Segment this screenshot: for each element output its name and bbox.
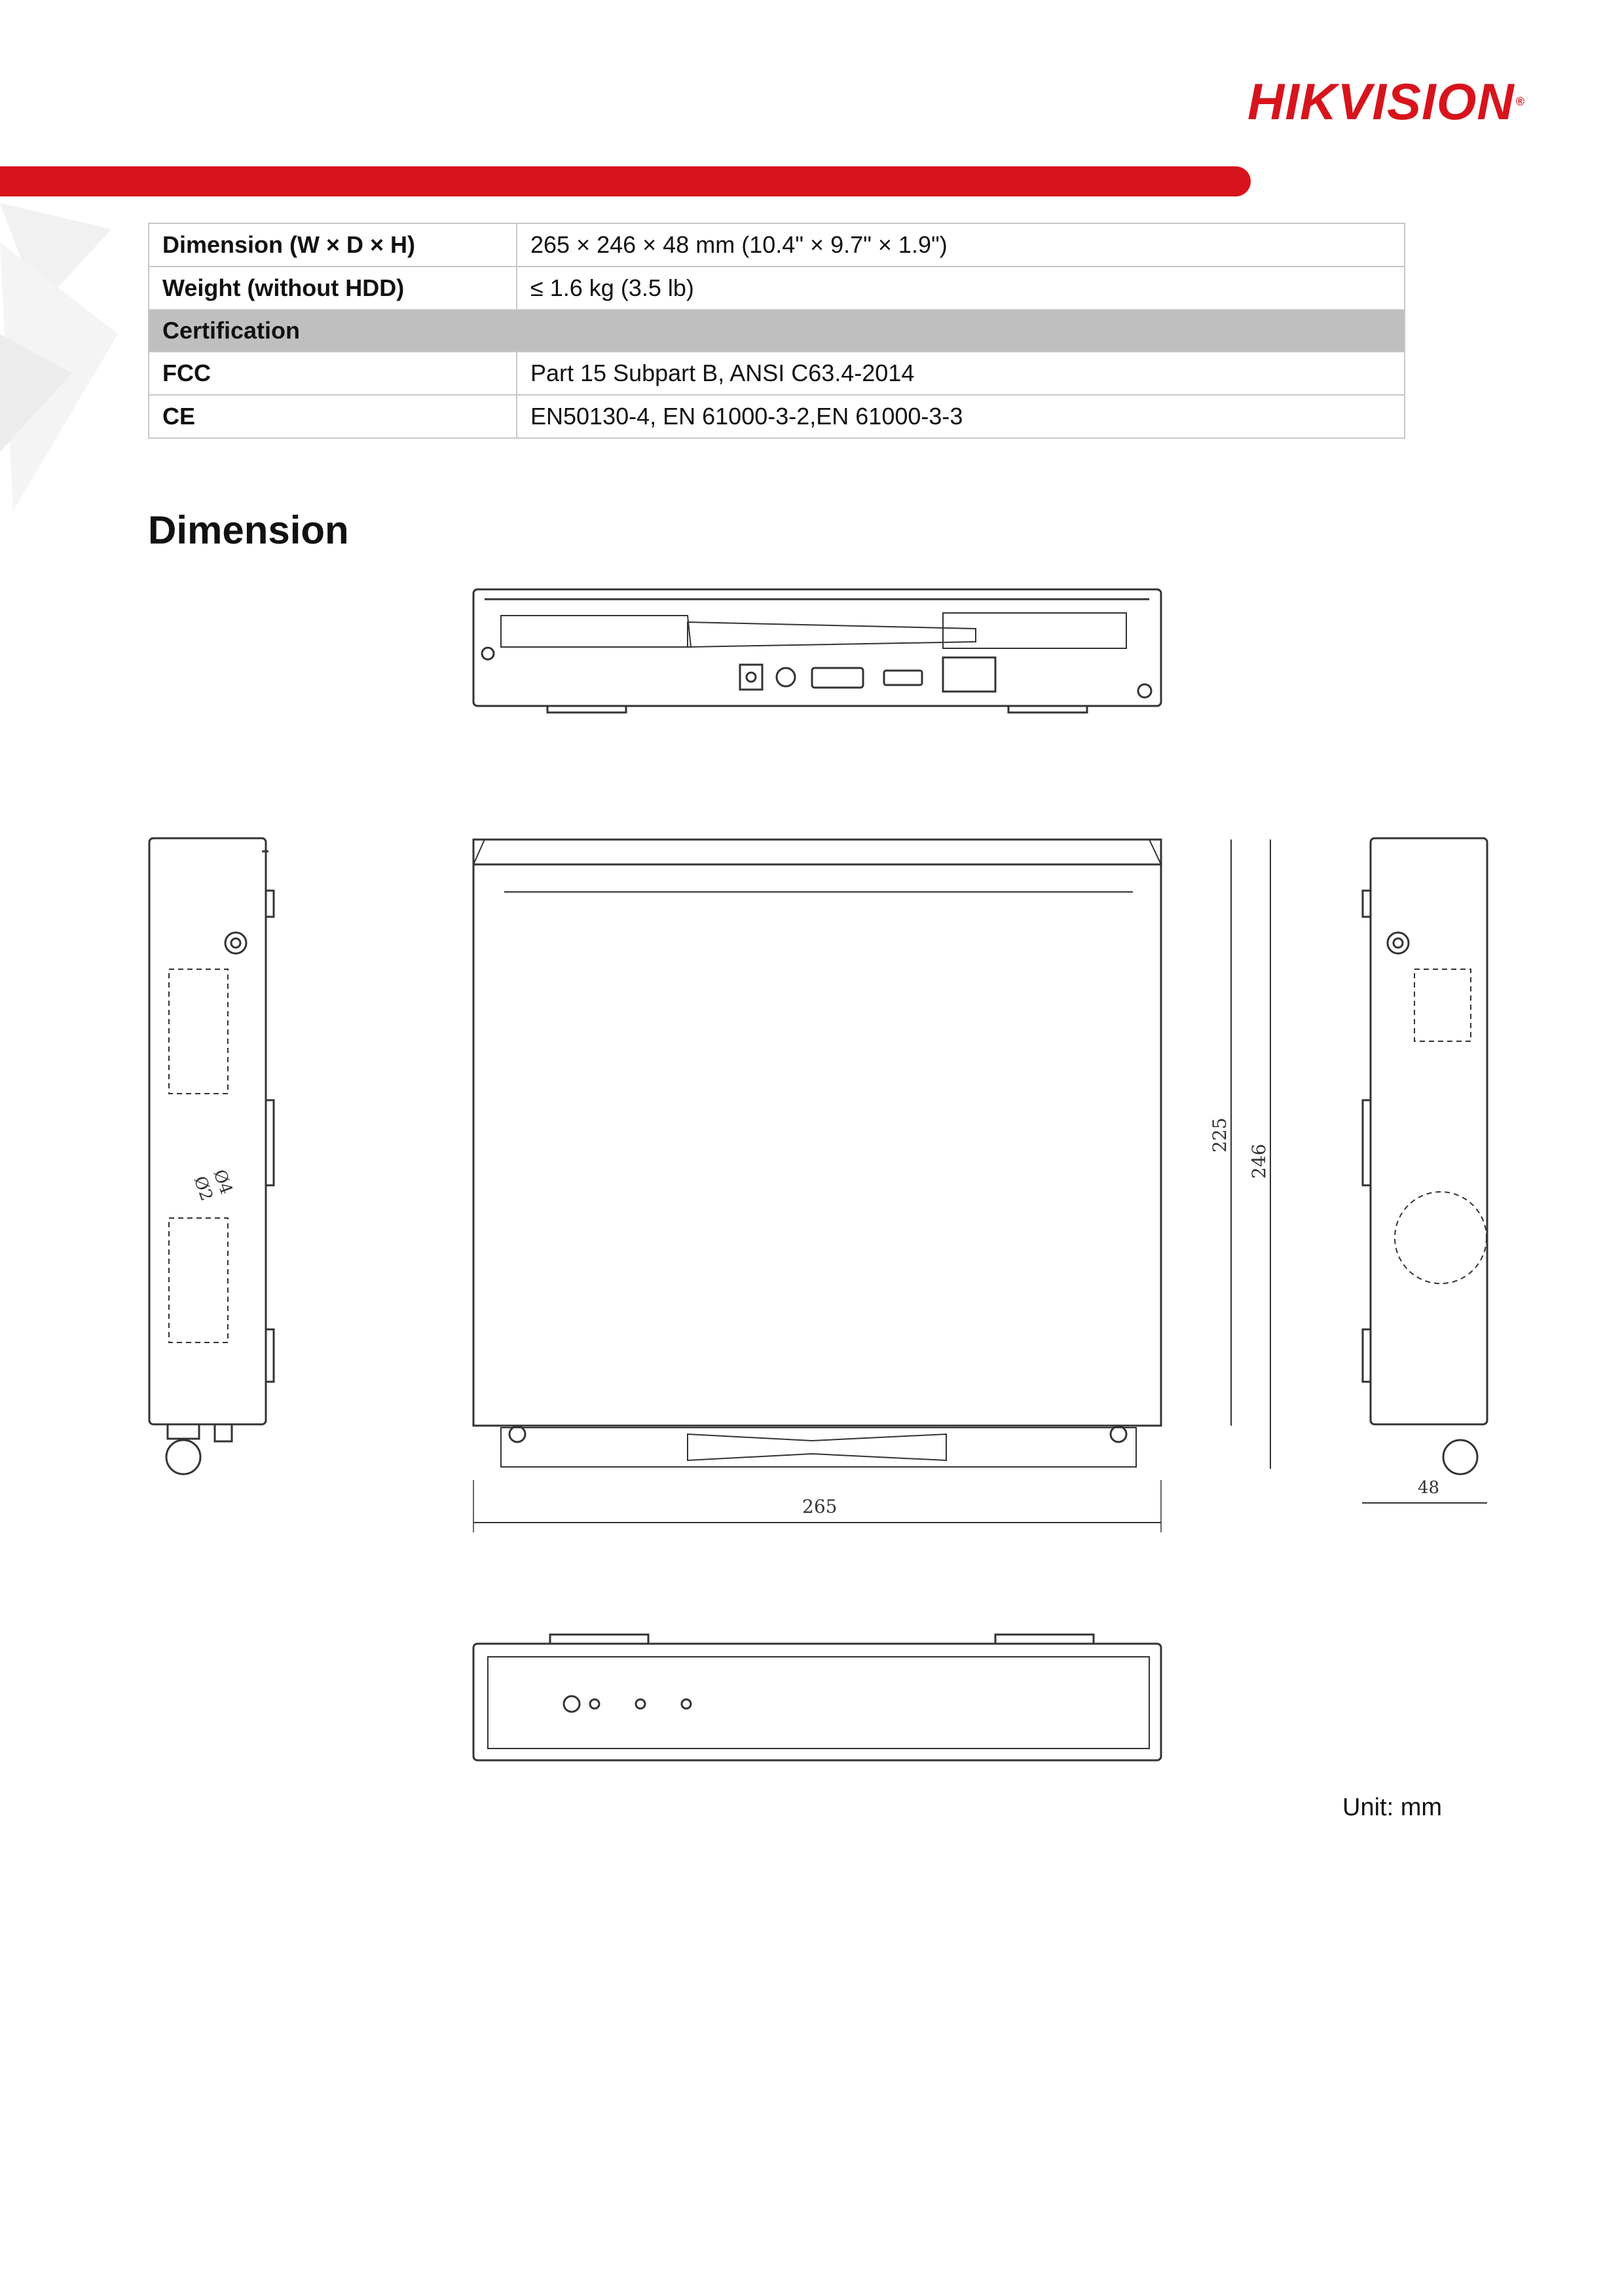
spec-value: 265 × 246 × 48 mm (10.4" × 9.7" × 1.9") <box>517 223 1405 267</box>
table-row <box>149 352 1405 395</box>
table-row <box>149 395 1405 438</box>
front-view <box>473 1635 1161 1760</box>
dimension-drawing <box>131 576 1506 1788</box>
spec-value: Part 15 Subpart B, ANSI C63.4-2014 <box>517 352 1405 395</box>
table-section-row <box>149 310 1405 352</box>
height-label: 48 <box>1418 1478 1440 1498</box>
spec-key: Weight (without HDD) <box>149 267 517 310</box>
spec-key: FCC <box>149 352 517 395</box>
left-side-view <box>149 838 274 1474</box>
width-label: 265 <box>802 1496 838 1517</box>
depth-inner-label: 225 <box>1209 1117 1230 1153</box>
hole-dia-label-b: Ø4 <box>209 1167 236 1197</box>
decorative-triangles <box>0 203 124 530</box>
hole-dia-label-a: Ø2 <box>189 1174 217 1204</box>
unit-note: Unit: mm <box>1342 1794 1442 1821</box>
spec-key: CE <box>149 395 517 438</box>
spec-key: Dimension (W × D × H) <box>149 223 517 267</box>
table-row <box>149 267 1405 310</box>
right-side-view <box>1362 838 1487 1503</box>
header-red-bar <box>0 166 1251 196</box>
top-view <box>473 840 1270 1532</box>
spec-table <box>148 223 1405 439</box>
dimension-heading: Dimension <box>148 508 349 552</box>
brand-logo: HIKVISION ® <box>1247 73 1525 130</box>
table-row <box>149 223 1405 267</box>
spec-value: ≤ 1.6 kg (3.5 lb) <box>517 267 1405 310</box>
depth-total-label: 246 <box>1248 1143 1270 1179</box>
spec-value: EN50130-4, EN 61000-3-2,EN 61000-3-3 <box>517 395 1405 438</box>
rear-view <box>473 589 1161 712</box>
section-label: Certification <box>149 310 1405 352</box>
